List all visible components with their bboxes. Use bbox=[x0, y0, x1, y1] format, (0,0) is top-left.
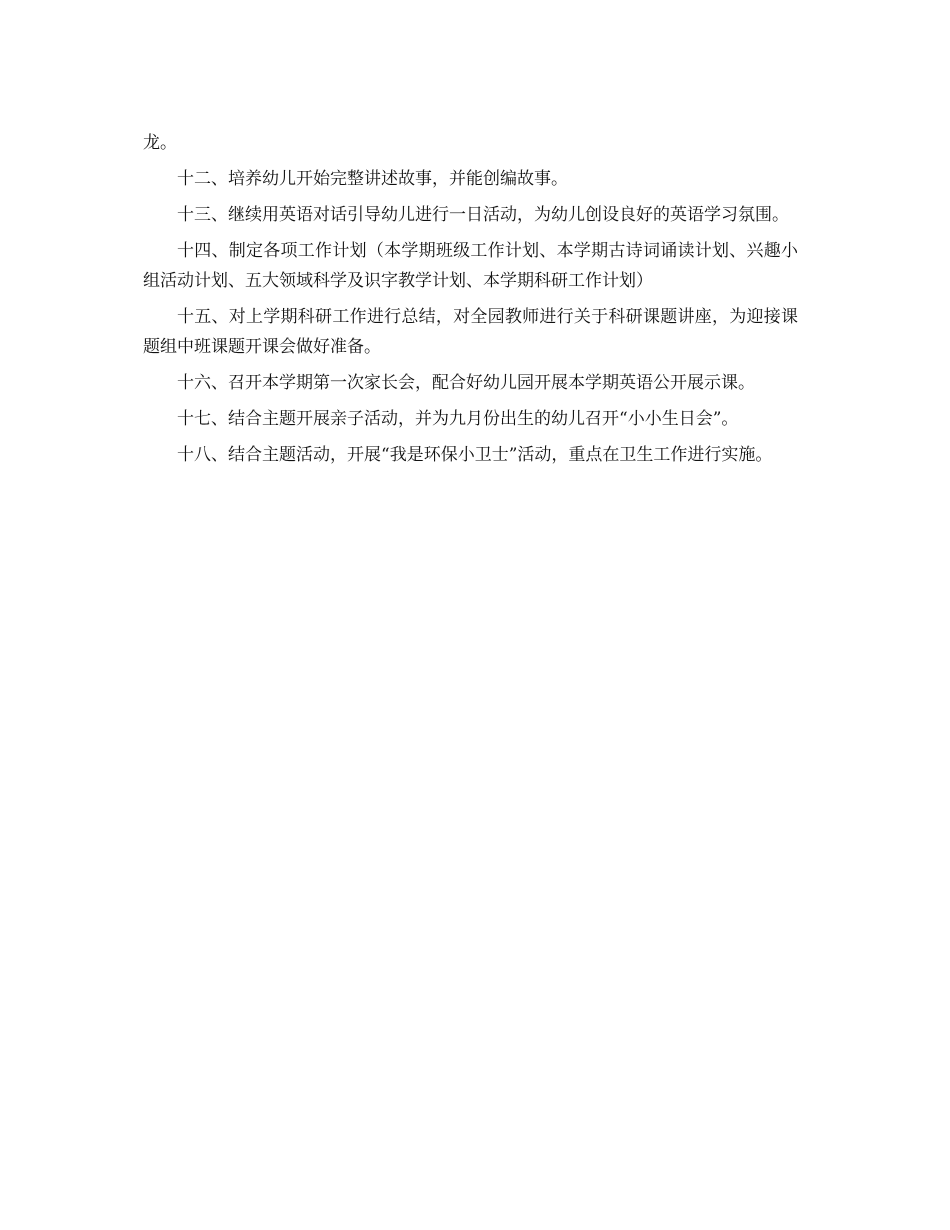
paragraph-item-15: 十五、对上学期科研工作进行总结，对全园教师进行关于科研课题讲座，为迎接课题组中班课题开课会做好准备。 bbox=[143, 307, 798, 357]
paragraph-item-13: 十三、继续用英语对话引导幼儿进行一日活动，为幼儿创设良好的英语学习氛围。 bbox=[177, 205, 789, 225]
paragraph-item-17: 十七、结合主题开展亲子活动，并为九月份出生的幼儿召开“小小生日会”。 bbox=[177, 409, 739, 429]
paragraph-continuation: 龙。 bbox=[143, 133, 177, 153]
paragraph-item-16: 十六、召开本学期第一次家长会，配合好幼儿园开展本学期英语公开展示课。 bbox=[177, 373, 755, 393]
paragraph-item-18: 十八、结合主题活动，开展“我是环保小卫士”活动，重点在卫生工作进行实施。 bbox=[177, 445, 773, 465]
paragraph-item-14: 十四、制定各项工作计划（本学期班级工作计划、本学期古诗词诵读计划、兴趣小组活动计划、五大领域科学及识字教学计划、本学期科研工作计划） bbox=[143, 241, 798, 291]
document-body bbox=[143, 128, 798, 476]
paragraph-item-12: 十二、培养幼儿开始完整讲述故事，并能创编故事。 bbox=[177, 169, 568, 189]
